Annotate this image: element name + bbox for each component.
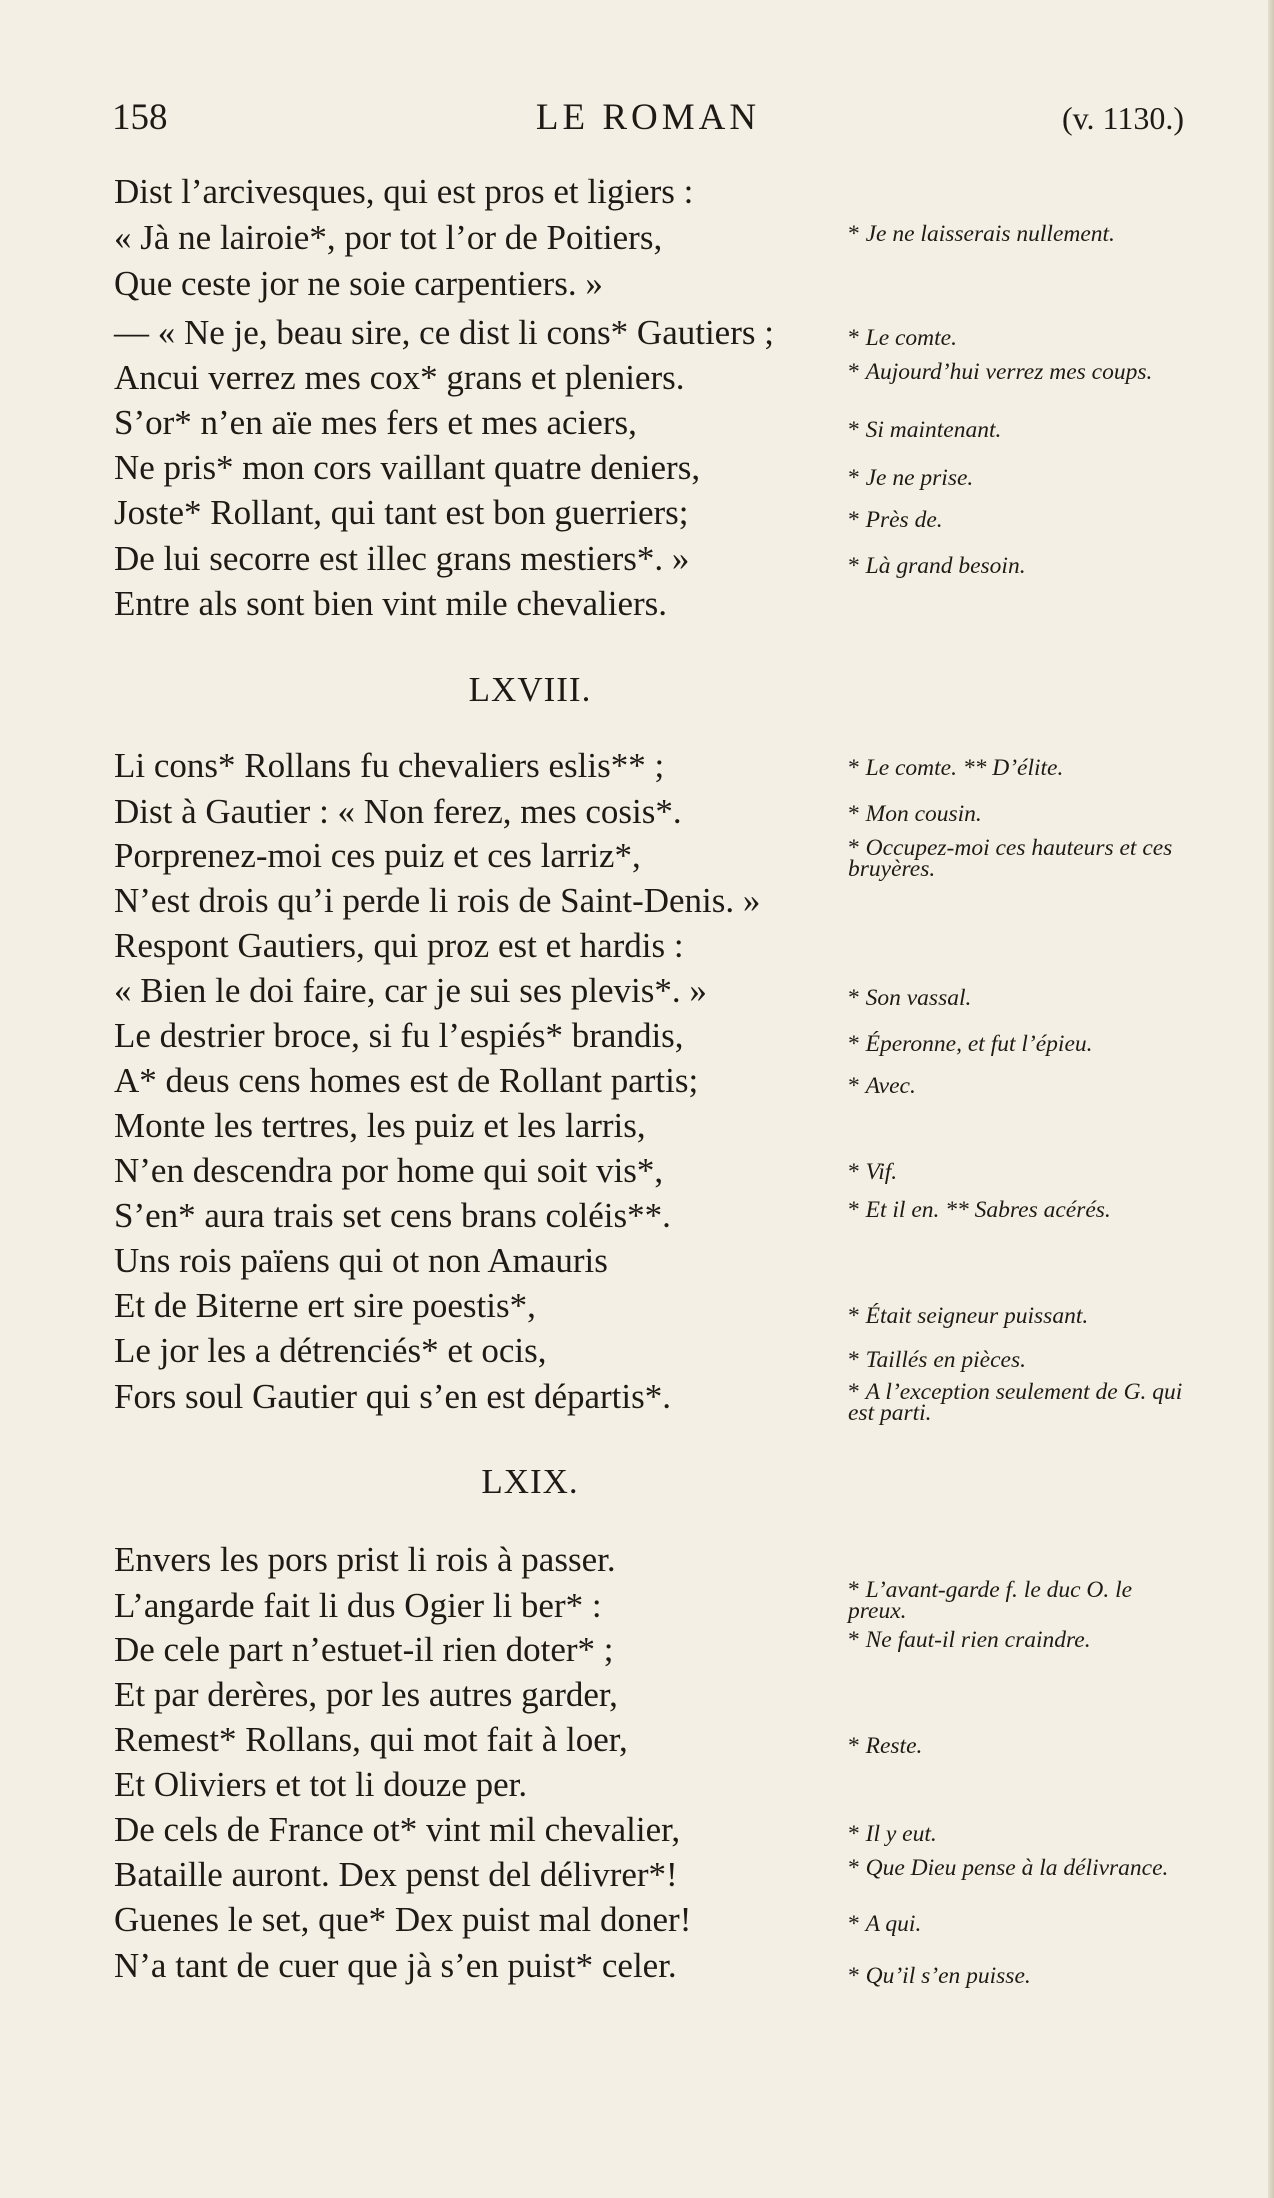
page-edge <box>1268 0 1274 2198</box>
verse-line: De lui secorre est illec grans mestiers*. » <box>114 539 690 578</box>
page-number: 158 <box>112 97 168 138</box>
verse-line: N’a tant de cuer que jà s’en puist* celer. <box>114 1946 677 1985</box>
verse-line: N’en descendra por home qui soit vis*, <box>114 1151 664 1190</box>
gloss-note: * Il y eut. <box>848 1821 937 1847</box>
verse-line: Porprenez-moi ces puiz et ces larriz*, <box>114 836 641 875</box>
gloss-note: * L’avant-garde f. le duc O. le preux. <box>848 1577 1133 1624</box>
verse-line: Et par derères, por les autres garder, <box>114 1675 618 1714</box>
verse-line: Ancui verrez mes cox* grans et pleniers. <box>114 358 685 397</box>
gloss-note: * A l’exception seulement de G. qui est parti. <box>848 1379 1183 1426</box>
verse-line: L’angarde fait li dus Ogier li ber* : <box>114 1586 602 1625</box>
gloss-note: * Le comte. ** D’élite. <box>848 755 1064 781</box>
verse-line: Fors soul Gautier qui s’en est départis*. <box>114 1377 671 1416</box>
verse-line: Envers les pors prist li rois à passer. <box>114 1540 616 1579</box>
verse-line: S’or* n’en aïe mes fers et mes aciers, <box>114 403 637 442</box>
gloss-note: * Que Dieu pense à la délivrance. <box>848 1855 1169 1881</box>
verse-reference: (v. 1130.) <box>1061 100 1184 136</box>
running-title: LE ROMAN <box>535 97 761 138</box>
verse-line: S’en* aura trais set cens brans coléis**. <box>114 1196 671 1235</box>
verse-line: Et de Biterne ert sire poestis*, <box>114 1286 536 1325</box>
gloss-note: * Était seigneur puissant. <box>848 1303 1089 1329</box>
verse-line: — « Ne je, beau sire, ce dist li cons* Gautiers ; <box>114 313 774 352</box>
gloss-note: * Mon cousin. <box>848 801 982 827</box>
verse-line: Ne pris* mon cors vaillant quatre deniers, <box>114 448 701 487</box>
verse-line: N’est drois qu’i perde li rois de Saint-Denis. » <box>114 881 761 920</box>
gloss-note: * Près de. <box>848 507 943 533</box>
running-header <box>112 96 1184 146</box>
gloss-note: * Je ne prise. <box>848 465 974 491</box>
verse-line: Dist à Gautier : « Non ferez, mes cosis*. <box>114 792 682 831</box>
section-heading: LXVIII. <box>468 670 592 709</box>
gloss-note: * Le comte. <box>848 325 957 351</box>
verse-line: Remest* Rollans, qui mot fait à loer, <box>114 1720 628 1759</box>
verse-line: De cels de France ot* vint mil chevalier, <box>114 1810 681 1849</box>
verse-line: Uns rois païens qui ot non Amauris <box>114 1241 608 1280</box>
gloss-note: * Je ne laisserais nullement. <box>848 221 1115 247</box>
verse-line: Et Oliviers et tot li douze per. <box>114 1765 528 1804</box>
verse-line: Le destrier broce, si fu l’espiés* brandis, <box>114 1016 684 1055</box>
verse-line: Guenes le set, que* Dex puist mal doner! <box>114 1900 692 1939</box>
gloss-note: * Éperonne, et fut l’épieu. <box>848 1031 1093 1057</box>
gloss-note: * Son vassal. <box>848 985 972 1011</box>
verse-line: Bataille auront. Dex penst del délivrer*! <box>114 1855 678 1894</box>
gloss-note: * Vif. <box>848 1159 898 1185</box>
verse-line: Le jor les a détrenciés* et ocis, <box>114 1331 547 1370</box>
gloss-note: * Occupez-moi ces hauteurs et ces bruyères. <box>848 835 1173 882</box>
verse-line: « Bien le doi faire, car je sui ses plevis*. » <box>114 971 707 1010</box>
verse-line: « Jà ne lairoie*, por tot l’or de Poitiers, <box>114 218 663 257</box>
verse-line: Joste* Rollant, qui tant est bon guerriers; <box>114 493 689 532</box>
verse-line: Dist l’arcivesques, qui est pros et ligiers : <box>114 172 694 211</box>
gloss-note: * A qui. <box>848 1911 922 1937</box>
gloss-note: * Et il en. ** Sabres acérés. <box>848 1197 1111 1223</box>
section-heading: LXIX. <box>481 1462 579 1501</box>
gloss-note: * Ne faut-il rien craindre. <box>848 1627 1091 1653</box>
gloss-note: * Taillés en pièces. <box>848 1347 1026 1373</box>
gloss-note: * Reste. <box>848 1733 923 1759</box>
gloss-note: * Si maintenant. <box>848 417 1002 443</box>
verse-line: A* deus cens homes est de Rollant partis; <box>114 1061 699 1100</box>
gloss-note: * Avec. <box>848 1073 916 1099</box>
gloss-note: * Aujourd’hui verrez mes coups. <box>848 359 1153 385</box>
verse-line: Respont Gautiers, qui proz est et hardis : <box>114 926 684 965</box>
verse-line: De cele part n’estuet-il rien doter* ; <box>114 1630 614 1669</box>
verse-line: Que ceste jor ne soie carpentiers. » <box>114 264 603 303</box>
verse-line: Monte les tertres, les puiz et les larris, <box>114 1106 646 1145</box>
verse-line: Entre als sont bien vint mile chevaliers. <box>114 584 668 623</box>
gloss-note: * Qu’il s’en puisse. <box>848 1963 1031 1989</box>
gloss-note: * Là grand besoin. <box>848 553 1026 579</box>
verse-line: Li cons* Rollans fu chevaliers eslis** ; <box>114 746 665 785</box>
